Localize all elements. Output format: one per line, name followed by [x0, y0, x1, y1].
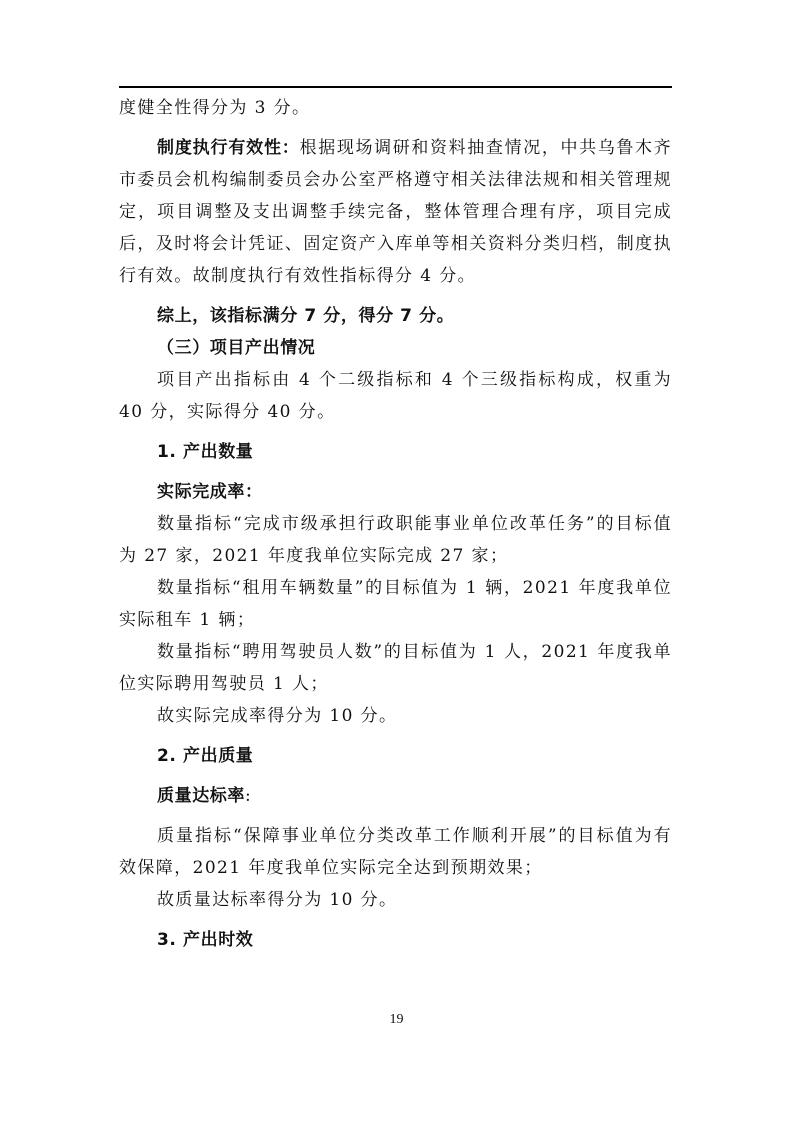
paragraph: 数量指标“聘用驾驶员人数”的目标值为 1 人，2021 年度我单位实际聘用驾驶员 1 人； — [119, 642, 672, 694]
indicator-heading-line — [119, 780, 672, 812]
indicator-heading: 质量达标率 — [157, 786, 245, 806]
paragraph: 质量指标“保障事业单位分类改革工作顺利开展”的目标值为有效保障，2021 年度我单位实际完全达到预期效果； — [119, 826, 672, 878]
section-heading: （三）项目产出情况 — [157, 338, 316, 358]
paragraph — [119, 132, 672, 292]
inline-bold-label: 制度执行有效性： — [157, 138, 300, 158]
indicator-heading: 实际完成率： — [157, 482, 263, 502]
summary-heading: 综上，该指标满分 7 分，得分 7 分。 — [157, 306, 455, 326]
paragraph: 故质量达标率得分为 10 分。 — [157, 890, 398, 910]
header-rule — [119, 86, 672, 88]
heading-colon: : — [245, 786, 253, 806]
subsection-heading: 3. 产出时效 — [157, 930, 254, 950]
paragraph: 度健全性得分为 3 分。 — [119, 98, 311, 118]
paragraph: 故实际完成率得分为 10 分。 — [157, 706, 398, 726]
paragraph-text: 根据现场调研和资料抽查情况，中共乌鲁木齐市委员会机构编制委员会办公室严格遵守相关法律法规和相关管理规定，项目调整及支出调整手续完备，整体管理合理有序，项目完成后，及时将会计凭证、固定资产入库单等相关资料分类归档，制度执行有效。故制度执行有效性指标得分 4 分。 — [119, 138, 672, 286]
page-body — [119, 92, 672, 956]
subsection-heading: 2. 产出质量 — [157, 746, 254, 766]
paragraph: 项目产出指标由 4 个二级指标和 4 个三级指标构成，权重为 40 分，实际得分 40 分。 — [119, 370, 672, 422]
paragraph: 数量指标“租用车辆数量”的目标值为 1 辆，2021 年度我单位实际租车 1 辆； — [119, 578, 672, 630]
paragraph: 数量指标“完成市级承担行政职能事业单位改革任务”的目标值为 27 家，2021 年度我单位实际完成 27 家； — [119, 514, 672, 566]
subsection-heading: 1. 产出数量 — [157, 442, 254, 462]
page-number: 19 — [389, 1012, 404, 1027]
